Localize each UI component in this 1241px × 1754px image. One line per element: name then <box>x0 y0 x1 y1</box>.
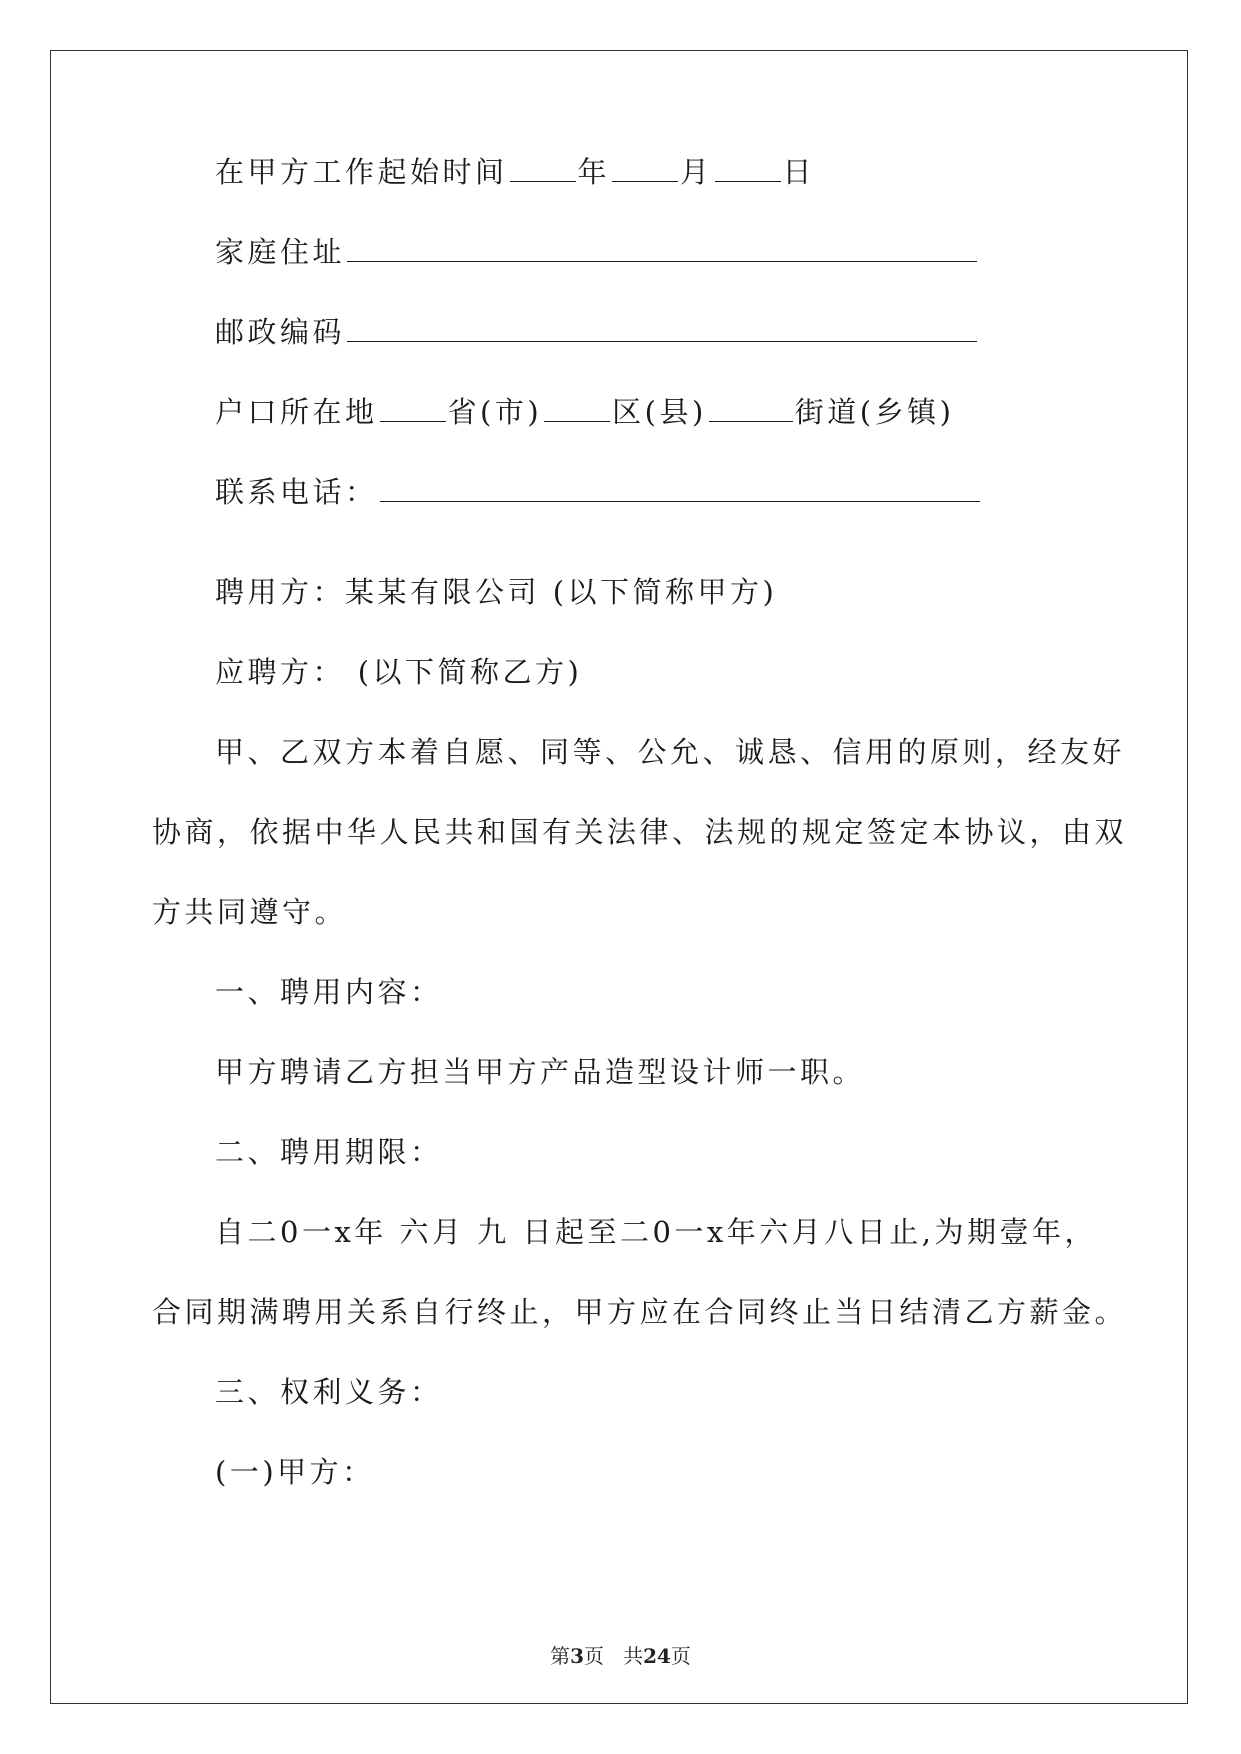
month-label: 月 <box>680 155 713 189</box>
start-date-label: 在甲方工作起始时间 <box>215 155 508 189</box>
start-date-line <box>215 152 815 192</box>
footer-total-suffix: 页 <box>670 1644 691 1668</box>
street-label: 街道(乡镇) <box>794 395 955 429</box>
section-3-title: 三、权利义务： <box>215 1375 443 1409</box>
section-2-line-1: 自二0一x年 六月 九 日起至二0一x年六月八日止,为期壹年， <box>215 1215 1097 1249</box>
phone-blank[interactable] <box>380 475 980 502</box>
intro-line-1: 甲、乙双方本着自愿、同等、公允、诚恳、信用的原则，经友好 <box>215 735 1126 769</box>
postcode-label: 邮政编码 <box>215 315 346 349</box>
section-2-line-2: 合同期满聘用关系自行终止，甲方应在合同终止当日结清乙方薪金。 <box>152 1295 1128 1329</box>
hukou-label: 户口所在地 <box>215 395 378 429</box>
footer-page-word: 页 <box>584 1644 604 1668</box>
section-1-text: 甲方聘请乙方担当甲方产品造型设计师一职。 <box>215 1055 866 1089</box>
footer-total-prefix: 共 <box>623 1644 644 1668</box>
intro-line-3: 方共同遵守。 <box>152 895 348 929</box>
current-page-number: 3 <box>570 1644 584 1668</box>
day-blank[interactable] <box>715 155 781 182</box>
section-2-title: 二、聘用期限： <box>215 1135 443 1169</box>
province-label: 省(市) <box>447 395 543 429</box>
intro-line-2: 协商，依据中华人民共和国有关法律、法规的规定签定本协议，由双 <box>152 815 1128 849</box>
district-label: 区(县) <box>612 395 707 429</box>
page-footer <box>0 1640 1241 1669</box>
address-label: 家庭住址 <box>215 235 346 269</box>
street-blank[interactable] <box>709 395 793 422</box>
hukou-line <box>215 392 954 432</box>
phone-label: 联系电话： <box>215 475 378 509</box>
employee-line: 应聘方： (以下简称乙方) <box>215 655 583 689</box>
address-line <box>215 232 979 272</box>
employer-line: 聘用方：某某有限公司 (以下简称甲方) <box>215 575 778 609</box>
province-blank[interactable] <box>380 395 446 422</box>
year-blank[interactable] <box>510 155 576 182</box>
section-1-title: 一、聘用内容： <box>215 975 443 1009</box>
phone-line <box>215 472 982 512</box>
year-label: 年 <box>577 155 611 189</box>
address-blank[interactable] <box>347 235 977 262</box>
month-blank[interactable] <box>612 155 678 182</box>
day-label: 日 <box>782 155 816 189</box>
total-pages-number: 24 <box>643 1644 671 1668</box>
postcode-line <box>215 312 979 352</box>
district-blank[interactable] <box>544 395 610 422</box>
section-3-sub-1: (一)甲方： <box>215 1455 375 1489</box>
postcode-blank[interactable] <box>347 315 977 342</box>
footer-prefix: 第 <box>550 1644 571 1668</box>
